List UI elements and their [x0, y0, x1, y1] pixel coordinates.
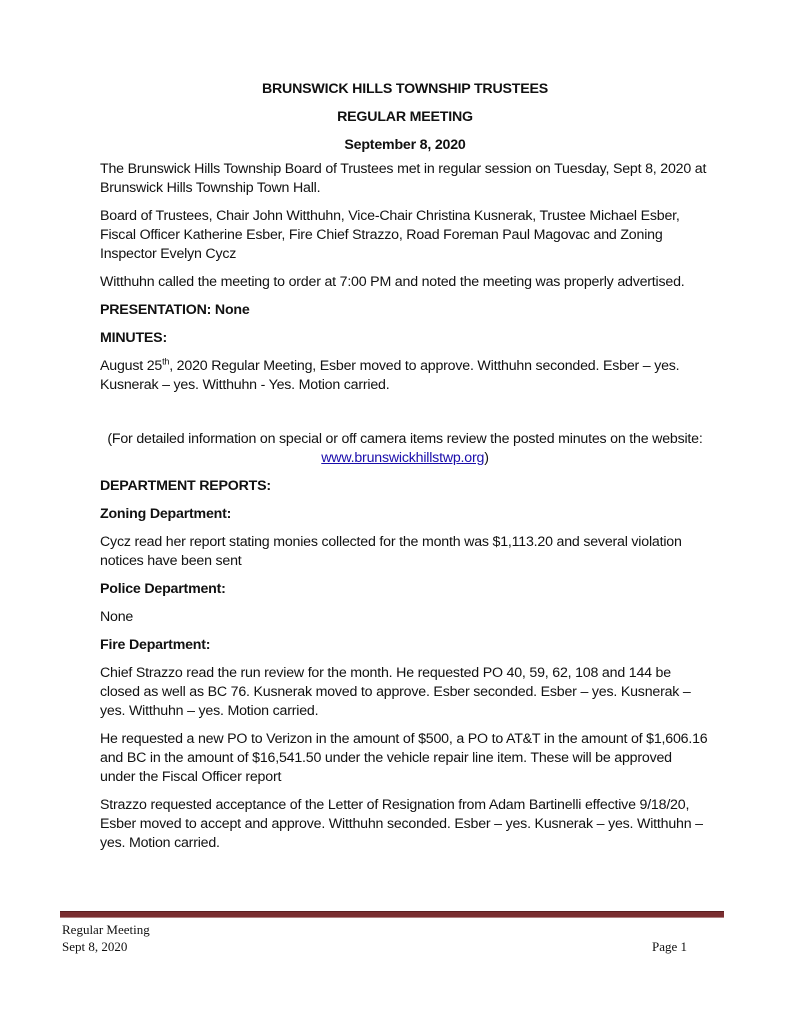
minutes-heading: MINUTES:: [100, 330, 167, 346]
police-heading: Police Department:: [100, 581, 226, 597]
attendees-paragraph: Board of Trustees, Chair John Witthuhn, Vice-Chair Christina Kusnerak, Trustee Michael Esber, Fiscal Officer Katherine Esber, Fire Chief Strazzo, Road Foreman Paul Magovac and Zoning Inspector Evelyn Cycz: [100, 208, 680, 262]
fire-paragraph: He requested a new PO to Verizon in the amount of $500, a PO to AT&T in the amount of $1,606.16 and BC in the amount of $16,541.50 under the vehicle repair line item. These will be approved under the Fiscal Officer report: [100, 731, 708, 785]
page-footer: [62, 921, 687, 955]
presentation-heading: PRESENTATION: None: [100, 302, 250, 318]
fire-paragraph: Chief Strazzo read the run review for the month. He requested PO 40, 59, 62, 108 and 144 be closed as well as BC 76. Kusnerak moved to approve. Esber seconded. Esber – yes. Kusnerak –yes. Witthuhn – yes. Motion carried.: [100, 665, 691, 719]
police-paragraph: None: [100, 609, 134, 625]
footer-divider: [60, 911, 724, 918]
minutes-text-start: August 25: [100, 358, 163, 374]
notice-close: ): [484, 450, 489, 466]
ordinal-suffix: th: [162, 356, 170, 367]
meeting-date: September 8, 2020: [344, 137, 466, 153]
page-number: Page 1: [651, 939, 687, 954]
document-subtitle: REGULAR MEETING: [337, 109, 473, 125]
document-body: [100, 80, 710, 862]
zoning-paragraph: Cycz read her report stating monies collected for the month was $1,113.20 and several violation notices have been sent: [100, 534, 682, 569]
website-link[interactable]: www.brunswickhillstwp.org: [321, 450, 485, 466]
session-paragraph: The Brunswick Hills Township Board of Trustees met in regular session on Tuesday, Sept 8, 2020 at Brunswick Hills Township Town Hall.: [100, 161, 707, 196]
department-reports-heading: DEPARTMENT REPORTS:: [100, 478, 271, 494]
call-to-order-paragraph: Witthuhn called the meeting to order at 7:00 PM and noted the meeting was properly advertised.: [100, 274, 685, 290]
document-title: BRUNSWICK HILLS TOWNSHIP TRUSTEES: [261, 81, 549, 97]
fire-paragraph: Strazzo requested acceptance of the Letter of Resignation from Adam Bartinelli effective 9/18/20, Esber moved to accept and approve. Witthuhn seconded. Esber – yes. Kusnerak – yes. Witthuhn – yes. Motion carried.: [100, 797, 703, 851]
footer-meeting-label: Regular Meeting: [62, 922, 150, 937]
minutes-text-end: , 2020 Regular Meeting, Esber moved to approve. Witthuhn seconded. Esber – yes. Kusnerak – yes. Witthuhn - Yes. Motion carried.: [100, 358, 680, 393]
website-notice: [100, 430, 710, 468]
notice-text: (For detailed information on special or off camera items review the posted minutes on the website:: [107, 431, 703, 447]
zoning-heading: Zoning Department:: [100, 506, 232, 522]
footer-date: Sept 8, 2020: [62, 939, 128, 954]
minutes-paragraph: [100, 357, 710, 395]
fire-heading: Fire Department:: [100, 637, 211, 653]
